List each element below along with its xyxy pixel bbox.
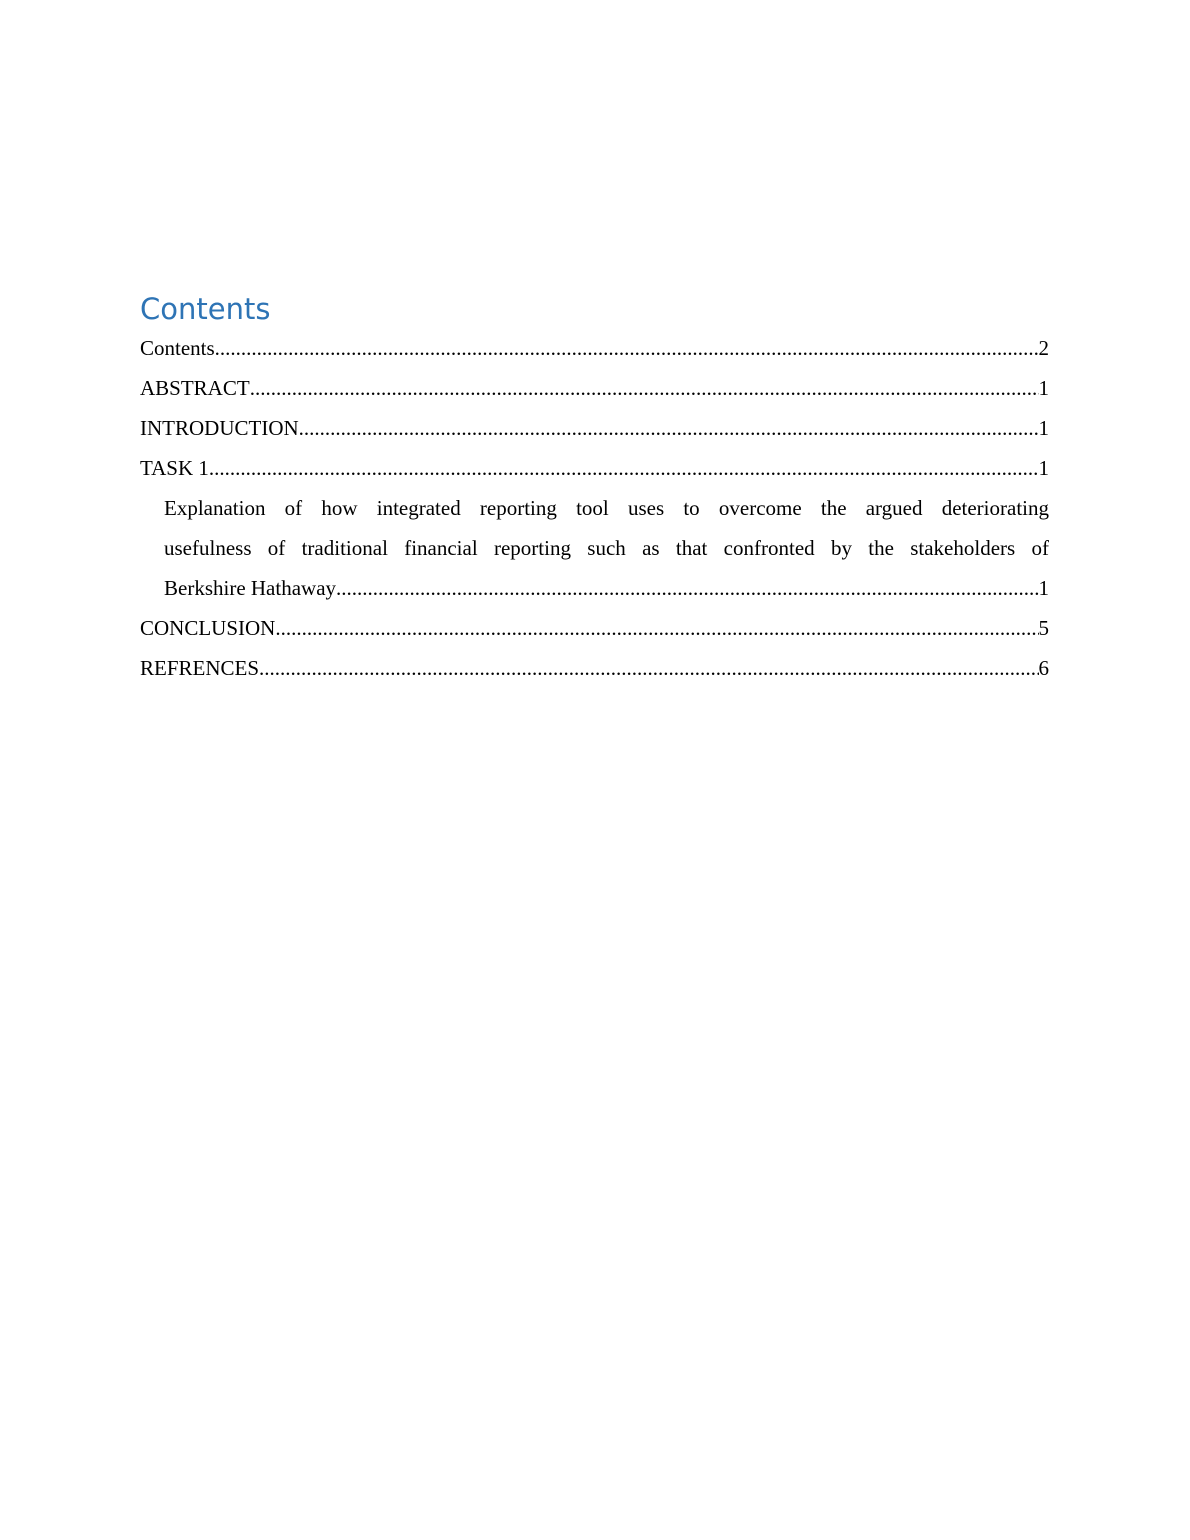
table-of-contents [140, 328, 1049, 688]
toc-entry-conclusion[interactable] [140, 608, 1049, 648]
toc-leader-dots [215, 328, 1039, 368]
toc-heading: Contents [140, 292, 271, 326]
toc-leader-dots [209, 448, 1039, 488]
toc-entry-page: 1 [1038, 416, 1049, 440]
toc-entry-label: TASK 1 [140, 456, 209, 480]
toc-entry-contents[interactable] [140, 328, 1049, 368]
toc-entry-page: 1 [1038, 576, 1049, 600]
toc-leader-dots [336, 568, 1038, 608]
toc-entry-label: REFRENCES [140, 656, 260, 680]
toc-entry-introduction[interactable] [140, 408, 1049, 448]
toc-entry-label: Contents [140, 336, 215, 360]
toc-entry-references[interactable] [140, 648, 1049, 688]
toc-entry-explanation[interactable] [140, 488, 1049, 608]
toc-entry-line: usefulness of traditional financial reporting such as that confronted by the stakeholders of [164, 536, 1049, 560]
toc-leader-dots [275, 608, 1038, 648]
toc-leader-dots [259, 648, 1038, 688]
toc-entry-label: ABSTRACT [140, 376, 250, 400]
toc-entry-page: 1 [1038, 456, 1049, 480]
toc-entry-page: 5 [1038, 616, 1049, 640]
toc-leader-dots [250, 368, 1039, 408]
toc-entry-abstract[interactable] [140, 368, 1049, 408]
toc-entry-page: 2 [1038, 336, 1049, 360]
toc-leader-dots [299, 408, 1039, 448]
toc-entry-line: Explanation of how integrated reporting tool uses to overcome the argued deteriorating [164, 496, 1049, 520]
document-page [140, 290, 1049, 688]
toc-entry-label: INTRODUCTION [140, 416, 299, 440]
toc-entry-page: 1 [1038, 376, 1049, 400]
toc-entry-task-1[interactable] [140, 448, 1049, 488]
toc-entry-label: CONCLUSION [140, 616, 276, 640]
toc-entry-label: Berkshire Hathaway [164, 576, 337, 600]
toc-entry-page: 6 [1038, 656, 1049, 680]
